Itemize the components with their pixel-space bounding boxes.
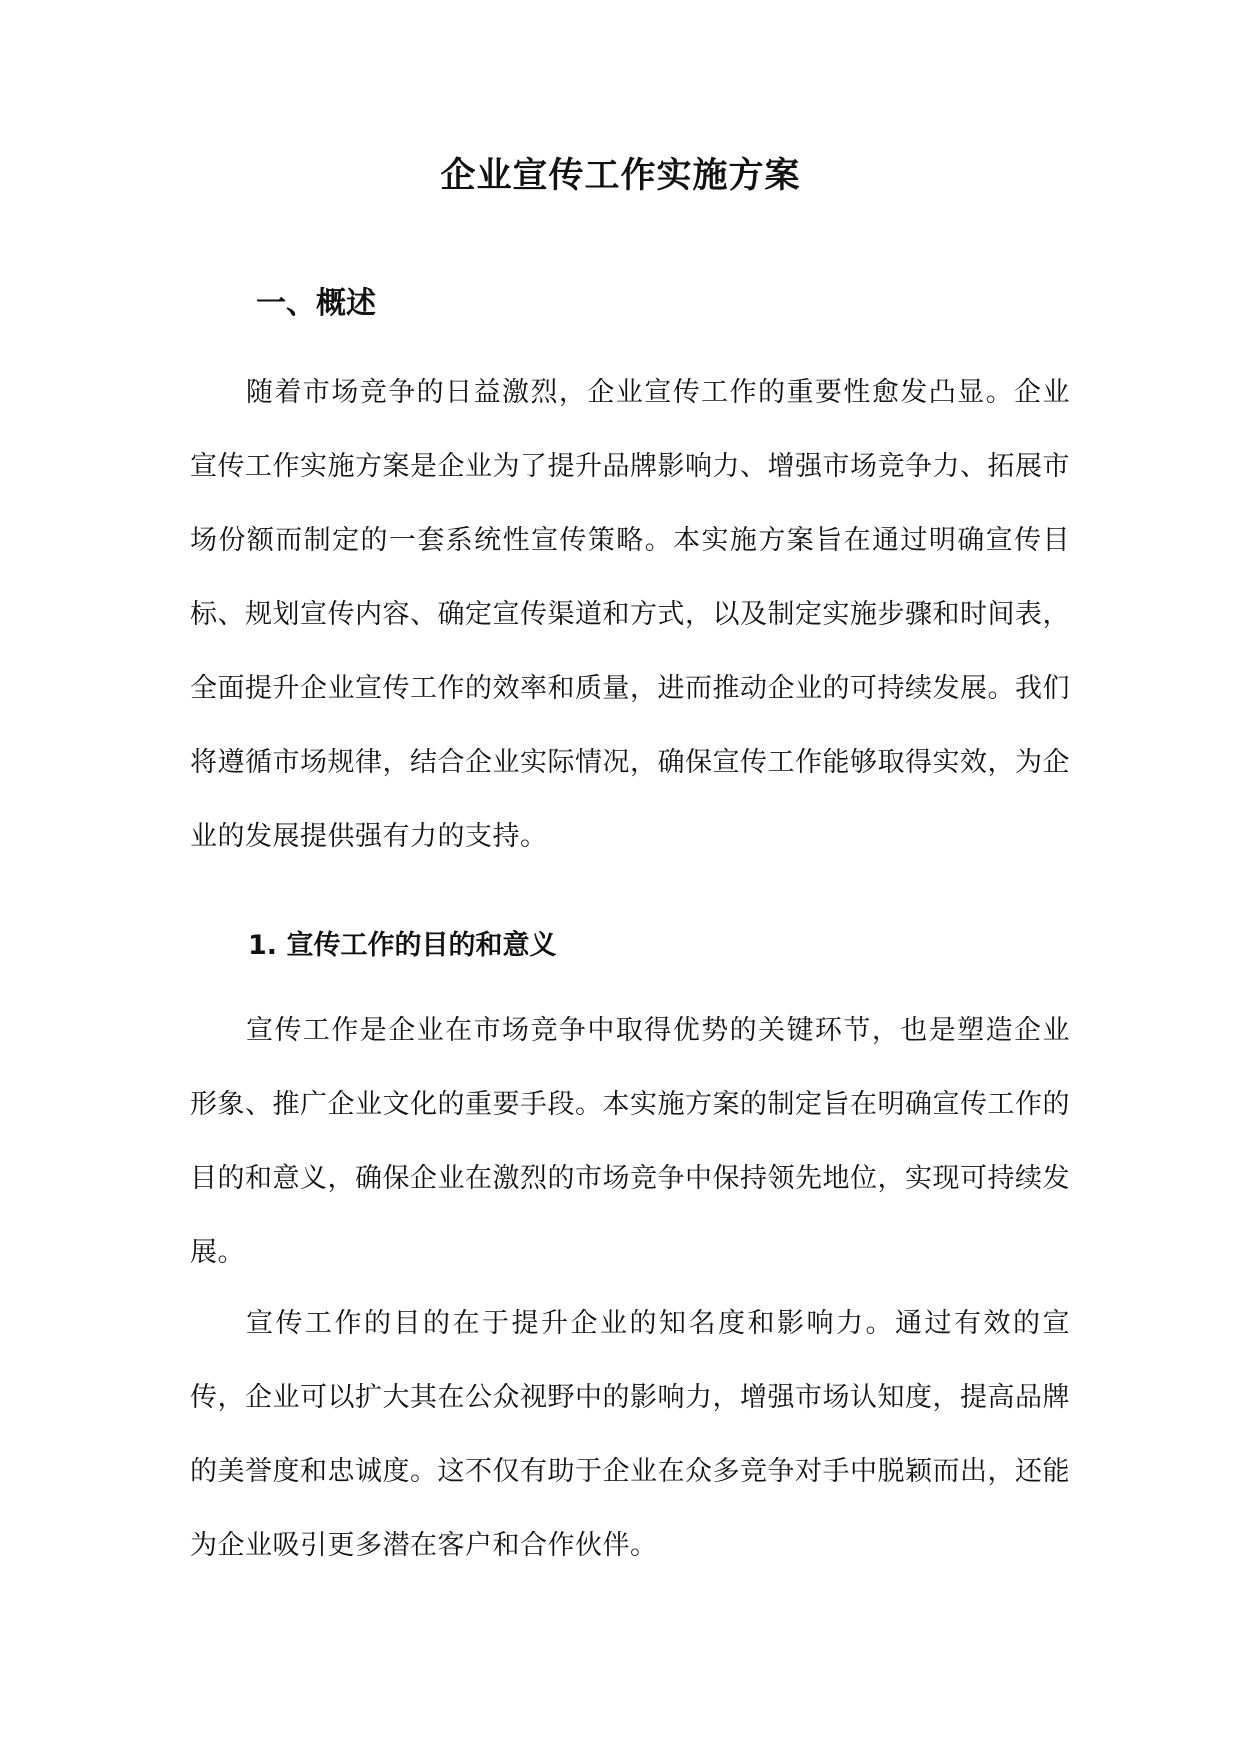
subsection-heading-purpose: 1. 宣传工作的目的和意义 [248,930,557,961]
section-heading-overview: 一、概述 [256,286,376,321]
purpose-paragraph-1: 宣传工作是企业在市场竞争中取得优势的关键环节，也是塑造企业形象、推广企业文化的重要手段。本实施方案的制定旨在明确宣传工作的目的和意义，确保企业在激烈的市场竞争中保持领先地位，实现可持续发展。 [190,1015,1070,1268]
document-title: 企业宣传工作实施方案 [440,156,801,196]
overview-paragraph: 随着市场竞争的日益激烈，企业宣传工作的重要性愈发凸显。企业宣传工作实施方案是企业为了提升品牌影响力、增强市场竞争力、拓展市场份额而制定的一套系统性宣传策略。本实施方案旨在通过明确宣传目标、规划宣传内容、确定宣传渠道和方式，以及制定实施步骤和时间表，全面提升企业宣传工作的效率和质量，进而推动企业的可持续发展。我们将遵循市场规律，结合企业实际情况，确保宣传工作能够取得实效，为企业的发展提供强有力的支持。 [190,377,1070,852]
purpose-paragraph-2: 宣传工作的目的在于提升企业的知名度和影响力。通过有效的宣传，企业可以扩大其在公众视野中的影响力，增强市场认知度，提高品牌的美誉度和忠诚度。这不仅有助于企业在众多竞争对手中脱颖而出，还能为企业吸引更多潜在客户和合作伙伴。 [190,1308,1070,1561]
